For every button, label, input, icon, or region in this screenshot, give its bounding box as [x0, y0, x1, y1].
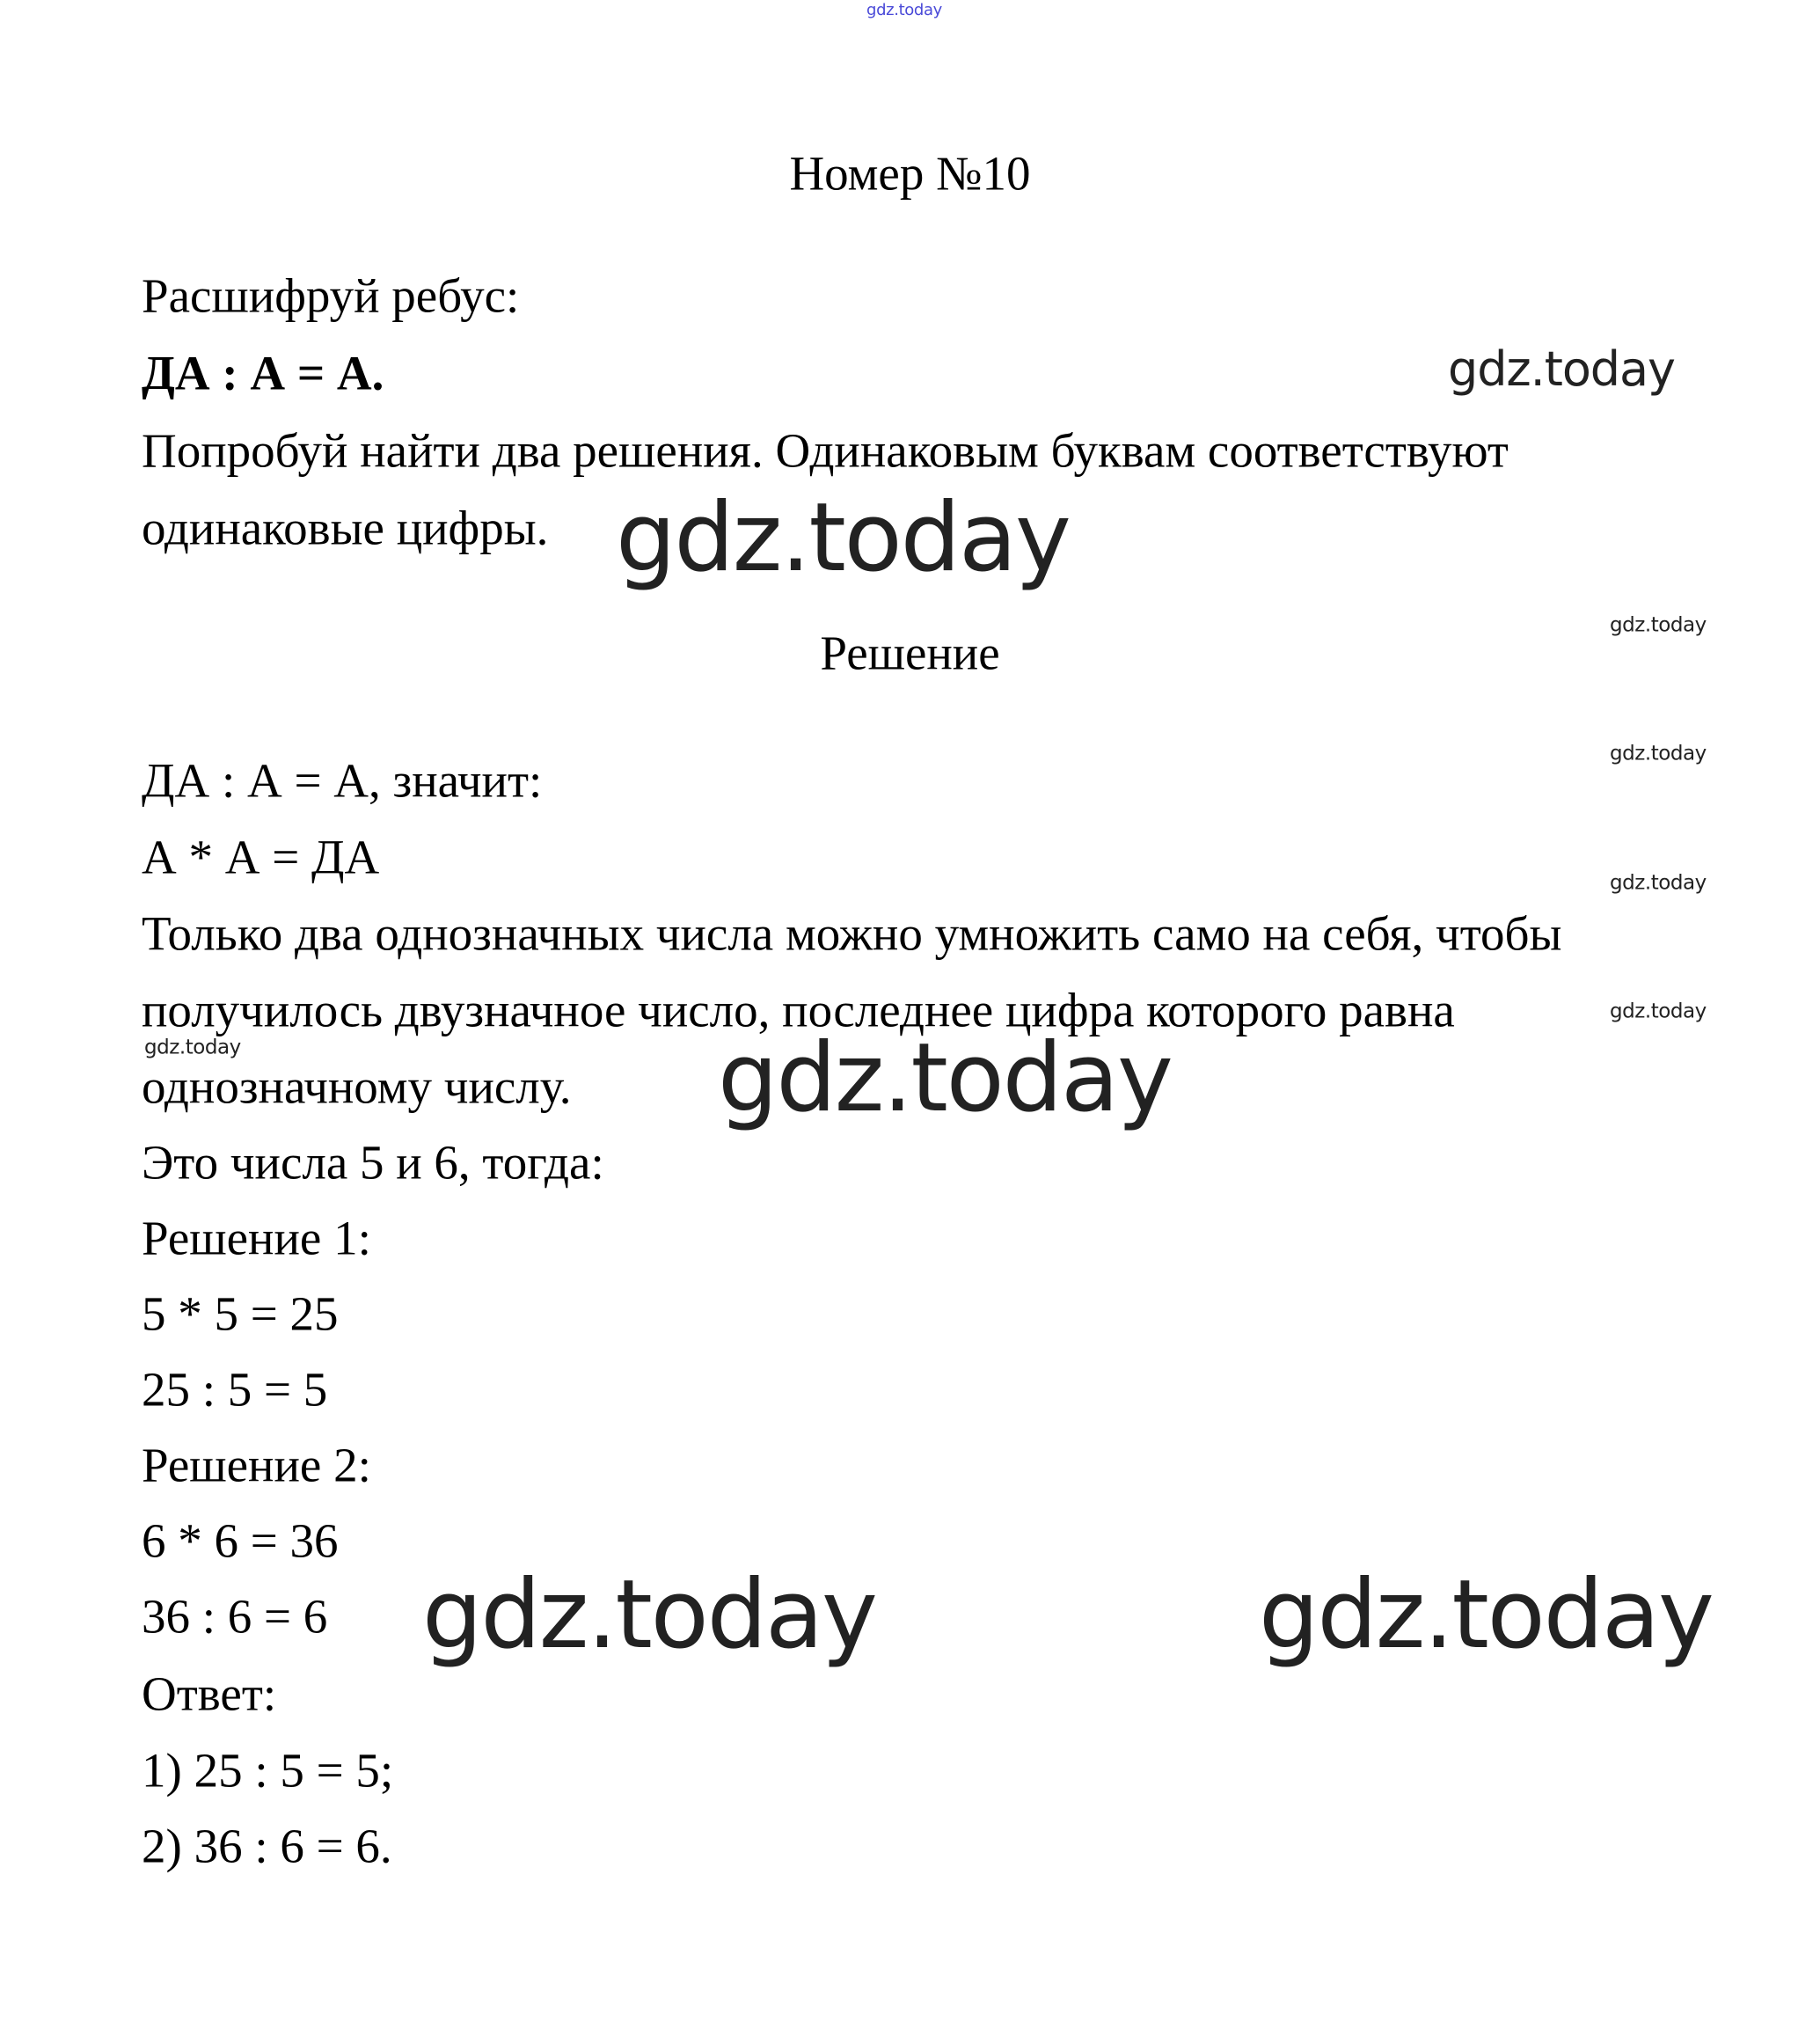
- answer-heading: Ответ:: [142, 1666, 277, 1721]
- watermark: gdz.today: [1448, 341, 1675, 397]
- answer-line: 1) 25 : 5 = 5;: [142, 1743, 394, 1798]
- solution-line: 25 : 5 = 5: [142, 1362, 328, 1417]
- watermark: gdz.today: [1610, 871, 1707, 895]
- solution-line: 5 * 5 = 25: [142, 1286, 339, 1341]
- watermark: gdz.today: [616, 483, 1070, 593]
- watermark: gdz.today: [1610, 742, 1707, 765]
- solution-line: Решение 2:: [142, 1438, 371, 1492]
- page-title: Номер №10: [789, 146, 1031, 201]
- solution-line: ДА : А = А, значит:: [142, 753, 543, 808]
- task-line: Расшифруй ребус:: [142, 268, 520, 323]
- watermark: gdz.today: [1259, 1560, 1713, 1670]
- solution-line: 6 * 6 = 36: [142, 1513, 339, 1568]
- solution-line: однозначному числу.: [142, 1059, 572, 1114]
- solution-line: Только два однозначных числа можно умножить само на себя, чтобы: [142, 906, 1562, 961]
- task-line: одинаковые цифры.: [142, 501, 549, 555]
- solution-line: получилось двузначное число, последнее цифра которого равна: [142, 983, 1455, 1037]
- watermark-top: gdz.today: [866, 1, 942, 19]
- watermark: gdz.today: [144, 1036, 241, 1059]
- watermark: gdz.today: [1610, 613, 1707, 637]
- solution-line: Решение 1:: [142, 1211, 371, 1265]
- solution-line: 36 : 6 = 6: [142, 1589, 328, 1644]
- solution-line: А * А = ДА: [142, 830, 380, 884]
- watermark: gdz.today: [422, 1560, 876, 1670]
- answer-line: 2) 36 : 6 = 6.: [142, 1819, 392, 1873]
- solution-heading: Решение: [820, 626, 1000, 680]
- solution-line: Это числа 5 и 6, тогда:: [142, 1135, 604, 1190]
- watermark: gdz.today: [1610, 1000, 1707, 1023]
- watermark: gdz.today: [718, 1023, 1172, 1133]
- task-rebus: ДА : А = А.: [142, 346, 384, 400]
- task-line: Попробуй найти два решения. Одинаковым буквам соответствуют: [142, 423, 1509, 478]
